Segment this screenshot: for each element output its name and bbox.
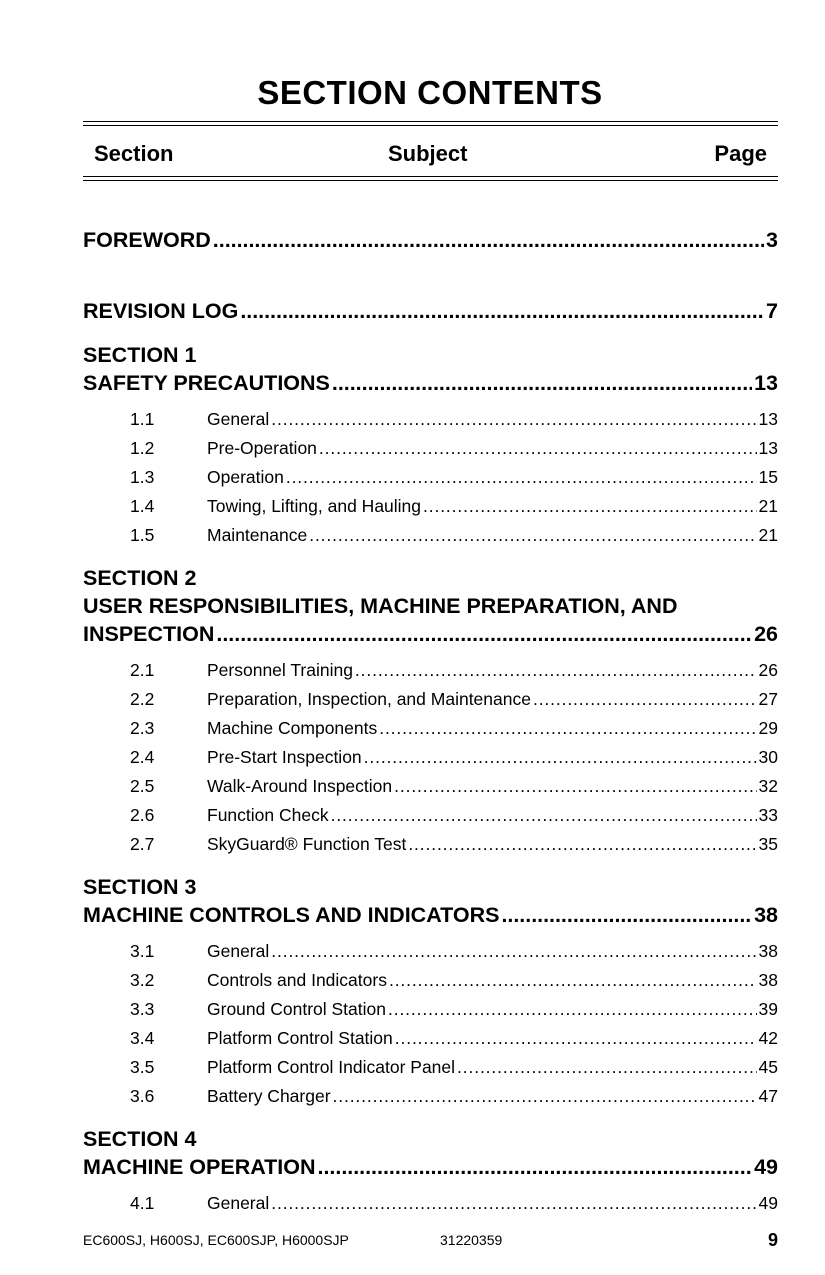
toc-section-3 [83, 873, 778, 1111]
toc-subentry[interactable] [83, 434, 778, 463]
toc-subentry[interactable] [83, 937, 778, 966]
header-bottom-rule-2 [83, 180, 778, 181]
toc-subentry-page: 27 [758, 689, 778, 709]
footer-doc-number: 31220359 [440, 1232, 503, 1248]
toc-subentry-number: 2.7 [130, 834, 155, 854]
section-subject-line: USER RESPONSIBILITIES, MACHINE PREPARATION, AND [83, 594, 678, 618]
toc-subentry[interactable] [83, 685, 778, 714]
toc-subentry-label: Personnel Training [207, 660, 353, 680]
toc-subentry-label: Platform Control Station [207, 1028, 393, 1048]
toc-subentry-label: General [207, 409, 270, 429]
toc-subentry[interactable] [83, 1082, 778, 1111]
toc-subentry-label: Towing, Lifting, and Hauling [207, 496, 422, 516]
toc-entry-page: 26 [754, 622, 778, 646]
toc-subentry-number: 3.3 [130, 999, 155, 1019]
toc-subentry[interactable] [83, 830, 778, 859]
leader-dots [286, 463, 757, 492]
toc-entry-section-1[interactable] [83, 369, 778, 397]
toc-subentry[interactable] [83, 966, 778, 995]
toc-subentry-number: 1.5 [130, 525, 155, 545]
toc-subentry-number: 3.4 [130, 1028, 155, 1048]
toc-subentry-page: 15 [758, 467, 778, 487]
toc-subentry-label: SkyGuard® Function Test [207, 834, 407, 854]
toc-entry-page: 3 [766, 228, 778, 252]
toc-entry-revision-log[interactable] [83, 297, 778, 325]
toc-entry-page: 38 [754, 903, 778, 927]
toc-subentry-page: 13 [758, 409, 778, 429]
toc-subentry-number: 2.2 [130, 689, 155, 709]
toc-subentry-number: 2.1 [130, 660, 155, 680]
section-heading: SECTION 2 [83, 566, 197, 590]
leader-dots [271, 937, 756, 966]
toc-entry-page: 13 [754, 371, 778, 395]
section-heading: SECTION 3 [83, 875, 197, 899]
leader-dots [501, 901, 752, 929]
footer-models: EC600SJ, H600SJ, EC600SJP, H6000SJP [83, 1232, 349, 1248]
toc-subentry[interactable] [83, 405, 778, 434]
toc-subentry-page: 30 [758, 747, 778, 767]
toc-entry-section-2[interactable] [83, 620, 778, 648]
toc-subentry-label: Operation [207, 467, 284, 487]
toc-subentry-page: 33 [758, 805, 778, 825]
toc-subentry-number: 3.1 [130, 941, 155, 961]
leader-dots [332, 369, 752, 397]
toc-subentry-number: 3.6 [130, 1086, 155, 1106]
leader-dots [533, 685, 757, 714]
toc-subentry-label: Machine Components [207, 718, 378, 738]
toc-subentry-label: Function Check [207, 805, 329, 825]
toc-entry-label: SAFETY PRECAUTIONS [83, 371, 330, 395]
leader-dots [389, 966, 757, 995]
leader-dots [309, 521, 756, 550]
leader-dots [394, 772, 756, 801]
leader-dots [333, 1082, 757, 1111]
toc-subentry-page: 29 [758, 718, 778, 738]
toc-entry-page: 7 [766, 299, 778, 323]
leader-dots [408, 830, 756, 859]
toc-subentry[interactable] [83, 714, 778, 743]
toc-subentry-number: 1.3 [130, 467, 155, 487]
leader-dots [271, 405, 756, 434]
toc-subentry-label: Pre-Operation [207, 438, 317, 458]
footer-page-number: 9 [767, 1230, 778, 1250]
toc-subentry-label: Ground Control Station [207, 999, 386, 1019]
toc-subentry-number: 1.1 [130, 409, 155, 429]
toc-entry-foreword[interactable] [83, 226, 778, 254]
toc-subentry-number: 4.1 [130, 1193, 155, 1213]
toc-entry-label: MACHINE OPERATION [83, 1155, 316, 1179]
toc-subentry-label: Controls and Indicators [207, 970, 387, 990]
toc-entry-label: REVISION LOG [83, 299, 239, 323]
toc-subentry-label: General [207, 941, 270, 961]
toc-subentry-number: 1.4 [130, 496, 155, 516]
toc-subentry-number: 2.6 [130, 805, 155, 825]
toc-subentry-label: Platform Control Indicator Panel [207, 1057, 456, 1077]
leader-dots [423, 492, 757, 521]
leader-dots [213, 226, 764, 254]
toc-subentry[interactable] [83, 995, 778, 1024]
toc-subentry[interactable] [83, 1053, 778, 1082]
toc-subentry-page: 42 [758, 1028, 778, 1048]
toc-subentry-page: 21 [758, 496, 778, 516]
toc-subentry-page: 45 [758, 1057, 778, 1077]
toc-subentry[interactable] [83, 463, 778, 492]
leader-dots [355, 656, 757, 685]
toc-subentry-label: Battery Charger [207, 1086, 331, 1106]
leader-dots [388, 995, 757, 1024]
toc-subentry-number: 2.5 [130, 776, 155, 796]
toc-section-1 [83, 341, 778, 550]
toc-subentry-label: General [207, 1193, 270, 1213]
section-heading: SECTION 1 [83, 343, 197, 367]
toc-subentry-label: Pre-Start Inspection [207, 747, 362, 767]
toc-subentry-page: 38 [758, 970, 778, 990]
column-header-section: Section [94, 141, 174, 166]
toc-subentry[interactable] [83, 772, 778, 801]
section-heading: SECTION 4 [83, 1127, 197, 1151]
toc-subentry[interactable] [83, 521, 778, 550]
toc-entry-label: INSPECTION [83, 622, 215, 646]
toc-subentry[interactable] [83, 801, 778, 830]
leader-dots [379, 714, 756, 743]
toc-section-2 [83, 564, 778, 859]
toc-subentry-label: Walk-Around Inspection [207, 776, 393, 796]
toc-subentry-page: 35 [758, 834, 778, 854]
toc-subentry-page: 13 [758, 438, 778, 458]
toc-entry-section-3[interactable] [83, 901, 778, 929]
leader-dots [318, 1153, 753, 1181]
header-top-rule-2 [83, 125, 778, 126]
toc-entry-label: MACHINE CONTROLS AND INDICATORS [83, 903, 500, 927]
toc-entry-page: 49 [754, 1155, 778, 1179]
toc-entry-label: FOREWORD [83, 228, 211, 252]
header-top-rule [83, 121, 778, 122]
leader-dots [331, 801, 757, 830]
toc-subentry-page: 39 [758, 999, 778, 1019]
toc-subentry-page: 26 [758, 660, 778, 680]
page-title: SECTION CONTENTS [257, 74, 603, 111]
toc-subentry-number: 3.2 [130, 970, 155, 990]
toc-subentry-page: 49 [758, 1193, 778, 1213]
toc-subentry[interactable] [83, 656, 778, 685]
toc-subentry-number: 2.4 [130, 747, 155, 767]
leader-dots [240, 297, 764, 325]
toc-subentry[interactable] [83, 1189, 778, 1218]
toc-subentry-label: Preparation, Inspection, and Maintenance [207, 689, 531, 709]
toc-subentry-number: 3.5 [130, 1057, 155, 1077]
toc-subentry-page: 38 [758, 941, 778, 961]
header-bottom-rule [83, 176, 778, 177]
leader-dots [216, 620, 752, 648]
column-header-page: Page [714, 141, 767, 166]
leader-dots [457, 1053, 756, 1082]
leader-dots [271, 1189, 756, 1218]
column-header-subject: Subject [388, 141, 468, 166]
toc-subentry-page: 21 [758, 525, 778, 545]
toc-subentry[interactable] [83, 492, 778, 521]
toc-subentry-number: 1.2 [130, 438, 155, 458]
toc-subentry[interactable] [83, 743, 778, 772]
toc-subentry[interactable] [83, 1024, 778, 1053]
toc-subentry-page: 47 [758, 1086, 778, 1106]
leader-dots [395, 1024, 757, 1053]
toc-subentry-number: 2.3 [130, 718, 155, 738]
toc-entry-section-4[interactable] [83, 1153, 778, 1181]
toc-section-4 [83, 1125, 778, 1218]
leader-dots [364, 743, 757, 772]
toc-subentry-page: 32 [758, 776, 778, 796]
toc-subentry-label: Maintenance [207, 525, 308, 545]
leader-dots [319, 434, 757, 463]
